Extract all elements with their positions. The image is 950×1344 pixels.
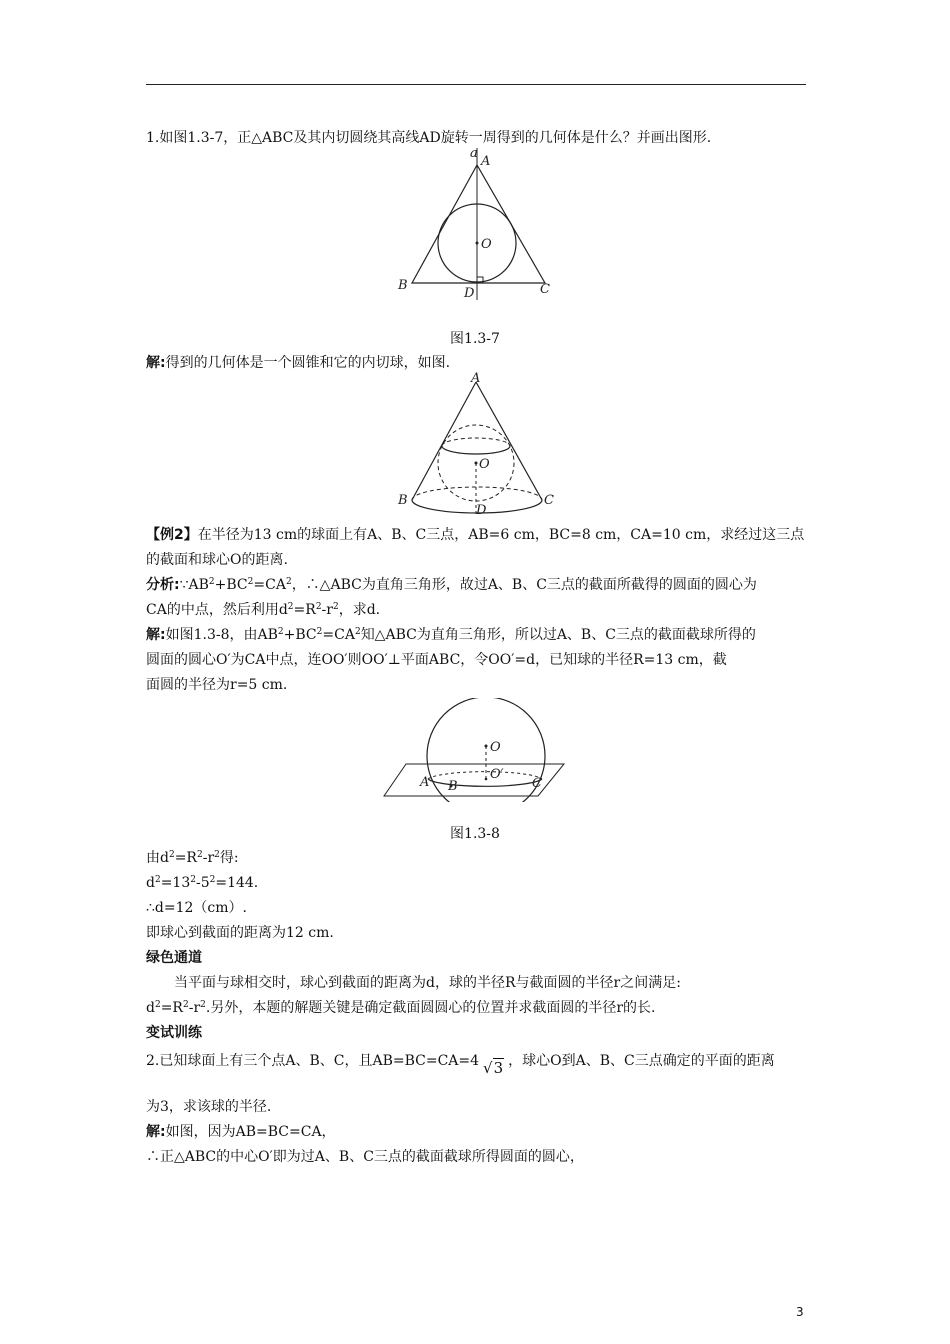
calc-text: 得: bbox=[219, 850, 239, 866]
practice-solution-line-1 bbox=[146, 1122, 810, 1142]
analysis-text: =CA bbox=[253, 577, 286, 593]
sup: 2 bbox=[190, 875, 196, 885]
sup: 2 bbox=[168, 850, 175, 860]
calc-text: =13 bbox=[160, 875, 191, 891]
analysis-line-1 bbox=[146, 575, 810, 595]
analysis-text: +BC bbox=[214, 577, 248, 593]
sup: 2 bbox=[285, 577, 292, 587]
calc-line-3: ∴d=12（cm）. bbox=[146, 900, 247, 916]
calc-text: =R bbox=[174, 850, 197, 866]
label-C: C bbox=[532, 776, 542, 791]
solution-label: 解: bbox=[146, 1124, 166, 1140]
label-O-prime: O′ bbox=[490, 767, 504, 782]
sup: 2 bbox=[154, 875, 161, 885]
cone-label-D: D bbox=[476, 503, 487, 518]
calc-text: 由d bbox=[146, 850, 169, 866]
analysis-text: ∵AB bbox=[179, 577, 209, 593]
sup: 2 bbox=[354, 627, 361, 637]
solution-text: =CA bbox=[322, 627, 355, 643]
sup: 2 bbox=[315, 602, 322, 612]
calc-text: -r bbox=[202, 850, 215, 866]
solution-text: 如图1.3-8，由AB bbox=[165, 627, 278, 643]
green-line-2 bbox=[146, 998, 810, 1018]
solution-2-line-2: 圆面的圆心O′为CA中点，连OO′则OO′⊥平面ABC，令OO′=d，已知球的半径R=13 cm，截 bbox=[146, 652, 727, 668]
label-B: B bbox=[448, 779, 458, 794]
green-text: d bbox=[146, 1000, 155, 1016]
analysis-text: =R bbox=[293, 602, 316, 618]
green-text: .另外，本题的解题关键是确定截面圆圆心的位置并求截面圆的半径r的长. bbox=[205, 1000, 656, 1016]
calc-line-1 bbox=[146, 848, 810, 868]
question-2-line-2: 为3，求该球的半径. bbox=[146, 1099, 272, 1115]
sqrt-symbol: √3 bbox=[483, 1059, 504, 1077]
solution-label: 解: bbox=[146, 627, 166, 643]
question-1: 1.如图1.3-7，正△ABC及其内切圆绕其高线AD旋转一周得到的几何体是什么？并画出图形. bbox=[146, 130, 712, 146]
calc-text: d bbox=[146, 875, 155, 891]
analysis-text: ，求d. bbox=[338, 602, 381, 618]
practice-title: 变试训练 bbox=[146, 1025, 202, 1041]
sup: 2 bbox=[208, 577, 215, 587]
caption-1-3-8: 图1.3-8 bbox=[450, 826, 500, 842]
label-a: a bbox=[470, 146, 478, 161]
label-C: C bbox=[540, 282, 550, 297]
label-A: A bbox=[481, 154, 491, 169]
green-text: =R bbox=[160, 1000, 183, 1016]
label-A: A bbox=[420, 775, 430, 790]
sup: 2 bbox=[316, 627, 323, 637]
analysis-line-2 bbox=[146, 600, 810, 620]
calc-text: -5 bbox=[195, 875, 210, 891]
practice-solution-line-2: ∴正△ABC的中心O′即为过A、B、C三点的截面截球所得圆面的圆心， bbox=[146, 1149, 584, 1165]
solution-text: +BC bbox=[283, 627, 317, 643]
figure-cone-sphere bbox=[390, 370, 570, 520]
sup: 2 bbox=[154, 1000, 161, 1010]
green-text: -r bbox=[188, 1000, 201, 1016]
sup: 2 bbox=[200, 1000, 206, 1010]
calc-line-4: 即球心到截面的距离为12 cm. bbox=[146, 925, 334, 941]
cone-label-A: A bbox=[471, 371, 481, 386]
sup: 2 bbox=[247, 577, 254, 587]
solution-1-text: 得到的几何体是一个圆锥和它的内切球，如图. bbox=[165, 355, 451, 371]
sup: 2 bbox=[214, 850, 220, 860]
sup: 2 bbox=[277, 627, 284, 637]
analysis-text: CA的中点，然后利用d bbox=[146, 602, 288, 618]
sup: 2 bbox=[196, 850, 203, 860]
label-O: O bbox=[481, 237, 492, 252]
analysis-label: 分析: bbox=[146, 577, 180, 593]
solution-2-line-1 bbox=[146, 625, 810, 645]
sup: 2 bbox=[332, 602, 339, 612]
cone-label-C: C bbox=[544, 493, 554, 508]
cone-label-O: O bbox=[479, 457, 490, 472]
header-rule bbox=[146, 84, 806, 85]
label-O: O bbox=[490, 740, 501, 755]
figure-1-3-8 bbox=[380, 698, 570, 802]
question-2-line-1 bbox=[146, 1050, 810, 1077]
example-2-line-2: 的截面和球心O的距离. bbox=[146, 552, 288, 568]
analysis-text: -r bbox=[321, 602, 333, 618]
example-2-line-1 bbox=[146, 525, 810, 545]
sup: 2 bbox=[182, 1000, 189, 1010]
page-number: 3 bbox=[796, 1305, 804, 1319]
sqrt-radicand: 3 bbox=[493, 1059, 504, 1077]
question-2-text: ，球心O到A、B、C三点确定的平面的距离 bbox=[508, 1053, 775, 1069]
analysis-text: ，∴△ABC为直角三角形，故过A、B、C三点的截面所截得的圆面的圆心为 bbox=[291, 577, 757, 593]
figure-1-3-7 bbox=[390, 145, 570, 305]
cone-label-B: B bbox=[398, 493, 408, 508]
caption-1-3-7: 图1.3-7 bbox=[450, 331, 500, 347]
calc-text: =144. bbox=[215, 875, 259, 891]
label-D: D bbox=[464, 286, 475, 301]
solution-text: 知△ABC为直角三角形，所以过A、B、C三点的截面截球所得的 bbox=[360, 627, 756, 643]
solution-2-line-3: 面圆的半径为r=5 cm. bbox=[146, 677, 288, 693]
example-2-text-1: 在半径为13 cm的球面上有A、B、C三点，AB=6 cm，BC=8 cm，CA=10 cm，求经过这三点 bbox=[197, 527, 805, 543]
practice-solution-text: 如图，因为AB=BC=CA， bbox=[165, 1124, 336, 1140]
question-2-text: 2.已知球面上有三个点A、B、C，且AB=BC=CA=4 bbox=[146, 1053, 480, 1069]
sup: 2 bbox=[209, 875, 216, 885]
calc-line-2 bbox=[146, 873, 810, 893]
label-B: B bbox=[398, 278, 408, 293]
example-tag: 【例2】 bbox=[146, 527, 198, 543]
sup: 2 bbox=[287, 602, 294, 612]
green-channel-title: 绿色通道 bbox=[146, 950, 202, 966]
solution-label: 解: bbox=[146, 355, 166, 371]
green-line-1: 当平面与球相交时，球心到截面的距离为d，球的半径R与截面圆的半径r之间满足: bbox=[174, 975, 681, 991]
